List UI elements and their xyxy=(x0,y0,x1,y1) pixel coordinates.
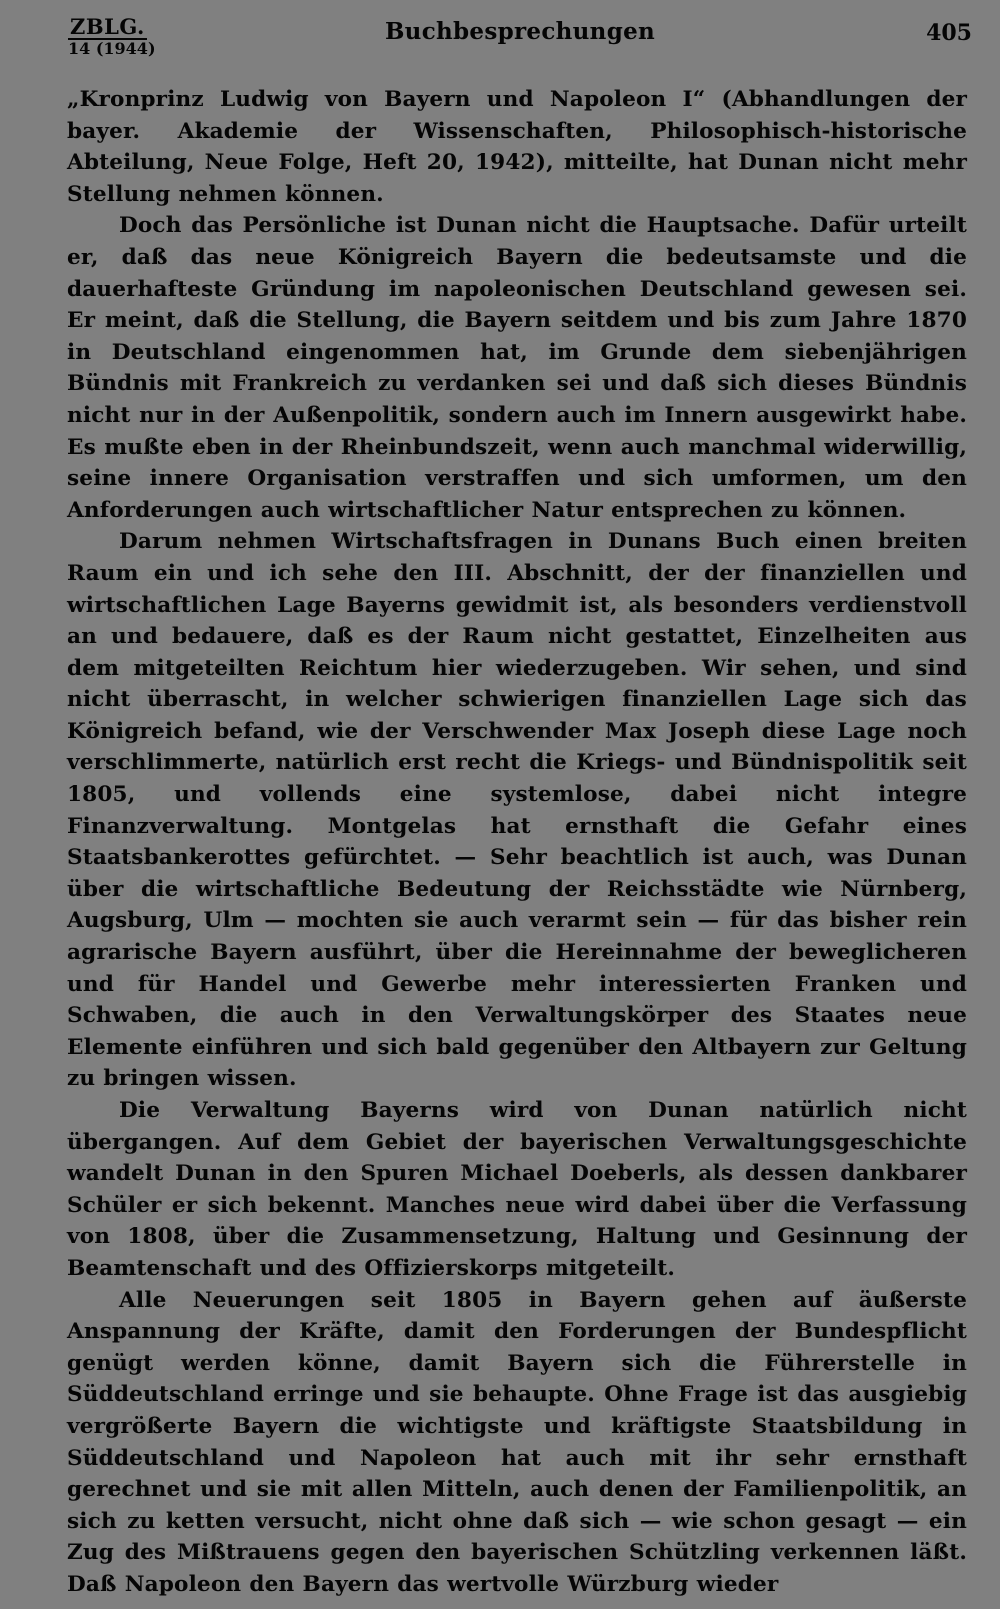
paragraph-continued: „Kronprinz Ludwig von Bayern und Napoleon I“ (Abhandlungen der bayer. Akademie der Wissenschaften, Philosophisch-historische Abteilung, Neue Folge, Heft 20, 1942), mitteilte, hat Dunan nicht mehr Stellung nehmen können. xyxy=(67,87,967,207)
page-number: 405 xyxy=(926,20,972,46)
paragraph: Darum nehmen Wirtschaftsfragen in Dunans Buch einen breiten Raum ein und ich sehe den III. Abschnitt, der der finanziellen und wirtschaftlichen Lage Bayerns gewidmit ist, als besonders verdienstvoll an und bedauere, daß es der Raum nicht gestattet, Einzelheiten aus dem mitgeteilten Reichtum hier wiederzugeben. Wir sehen, und sind nicht überrascht, in welcher schwierigen finanziellen Lage sich das Königreich befand, wie der Verschwender Max Joseph diese Lage noch verschlimmerte, natürlich erst recht die Kriegs- und Bündnispolitik seit 1805, und vollends eine systemlose, dabei nicht integre Finanzverwaltung. Montgelas hat ernsthaft die Gefahr eines Staatsbankerottes gefürchtet. — Sehr beachtlich ist auch, was Dunan über die wirtschaftliche Bedeutung der Reichsstädte wie Nürnberg, Augsburg, Ulm — mochten sie auch verarmt sein — für das bisher rein agrarische Bayern ausführt, über die Hereinnahme der beweglicheren und für Handel und Gewerbe mehr interessierten Franken und Schwaben, die auch in den Verwaltungskörper des Staates neue Elemente einführen und sich bald gegenüber den Altbayern zur Geltung zu bringen wissen. xyxy=(67,529,967,1092)
page-header xyxy=(68,16,972,56)
journal-volume-year: 14 (1944) xyxy=(68,39,156,58)
body-text xyxy=(67,84,967,1601)
paragraph: Alle Neuerungen seit 1805 in Bayern gehen auf äußerste Anspannung der Kräfte, damit den Forderungen der Bundespflicht genügt werden könne, damit Bayern sich die Führerstelle in Süddeutschland erringe und sie behaupte. Ohne Frage ist das ausgiebig vergrößerte Bayern die wichtigste und kräftigste Staatsbildung in Süddeutschland und Napoleon hat auch mit ihr sehr ernsthaft gerechnet und sie mit allen Mitteln, auch denen der Familienpolitik, an sich zu ketten versucht, nicht ohne daß sich — wie schon gesagt — ein Zug des Mißtrauens gegen den bayerischen Schützling verkennen läßt. Daß Napoleon den Bayern das wertvolle Würzburg wieder xyxy=(67,1287,967,1597)
running-title: Buchbesprechungen xyxy=(384,18,656,45)
journal-abbreviation: ZBLG. xyxy=(70,14,145,39)
paragraph: Doch das Persönliche ist Dunan nicht die Hauptsache. Dafür urteilt er, daß das neue Königreich Bayern die bedeutsamste und die dauerhafteste Gründung im napoleonischen Deutschland gewesen sei. Er meint, daß die Stellung, die Bayern seitdem und bis zum Jahre 1870 in Deutschland eingenommen hat, im Grunde dem siebenjährigen Bündnis mit Frankreich zu verdanken sei und daß sich dieses Bündnis nicht nur in der Außenpolitik, sondern auch im Innern ausgewirkt habe. Es mußte eben in der Rheinbundszeit, wenn auch manchmal widerwillig, seine innere Organisation verstraffen und sich umformen, um den Anforderungen auch wirtschaftlicher Natur entsprechen zu können. xyxy=(67,213,967,523)
paragraph: Die Verwaltung Bayerns wird von Dunan natürlich nicht übergangen. Auf dem Gebiet der bayerischen Verwaltungsgeschichte wandelt Dunan in den Spuren Michael Doeberls, als dessen dankbarer Schüler er sich bekennt. Manches neue wird dabei über die Verfassung von 1808, über die Zusammensetzung, Haltung und Gesinnung der Beamtenschaft und des Offizierskorps mitgeteilt. xyxy=(67,1098,967,1281)
